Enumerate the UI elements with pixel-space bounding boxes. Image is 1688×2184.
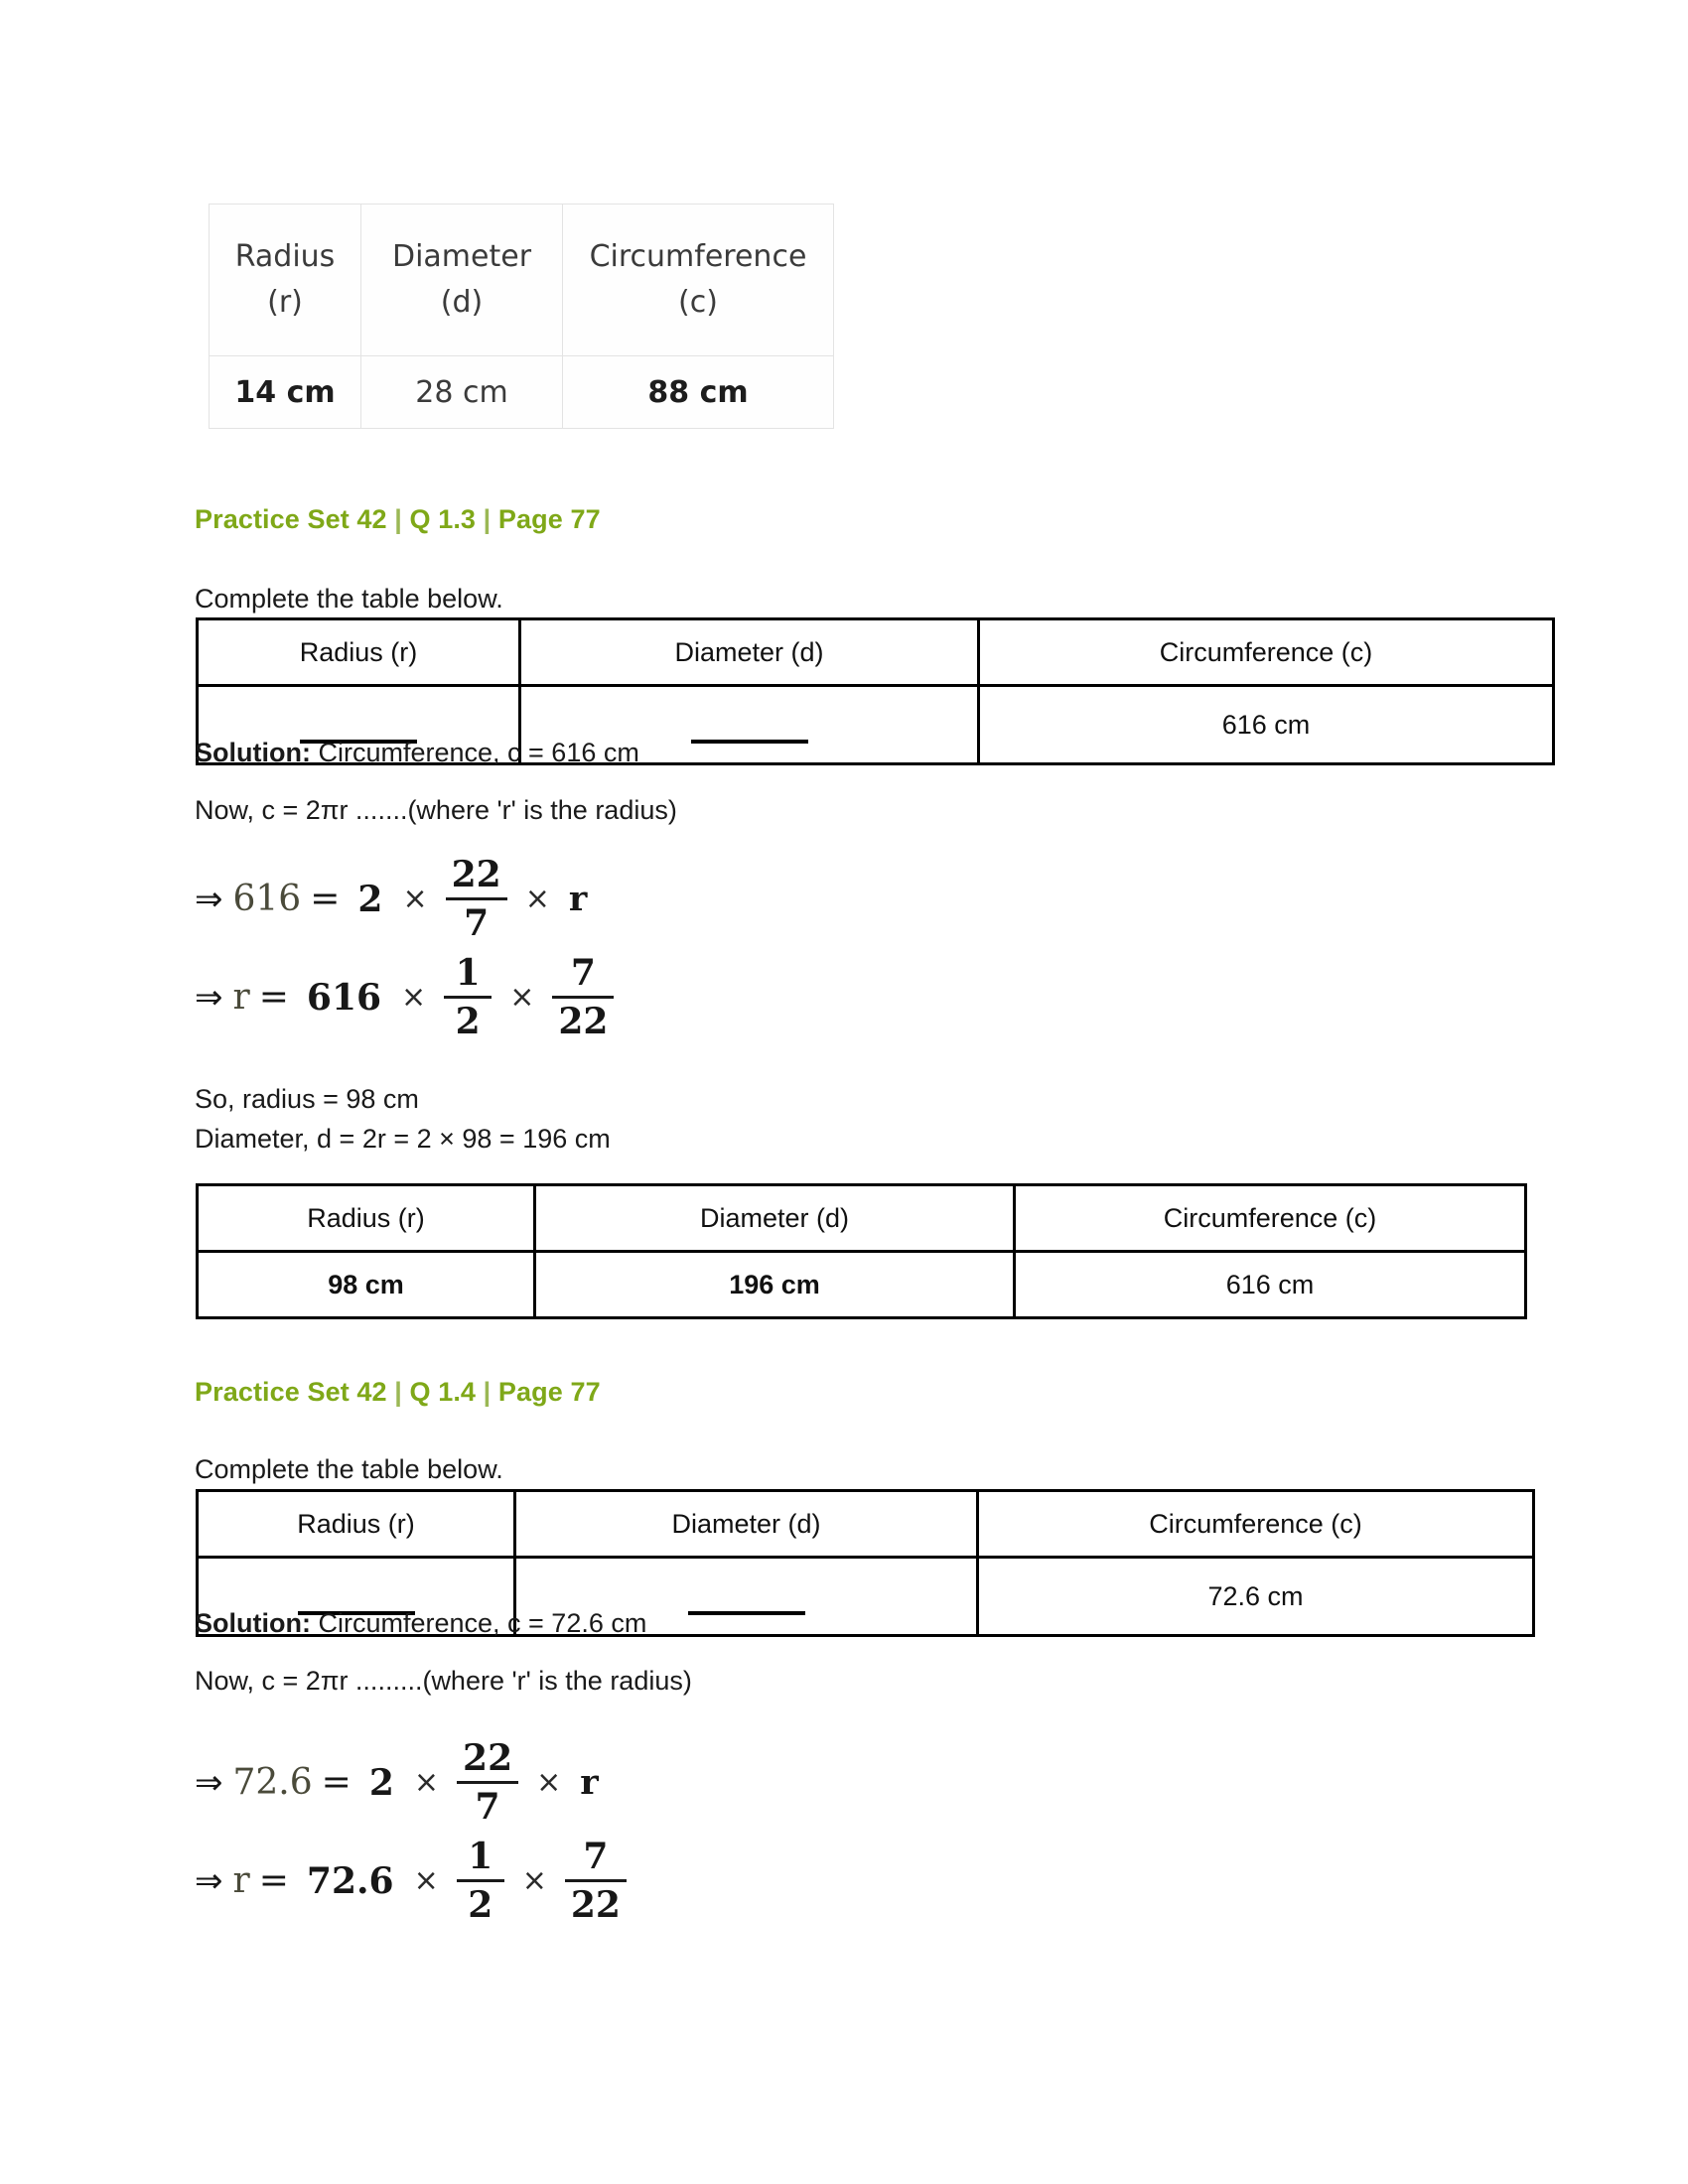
section-heading-q14-question: Q 1.4 (409, 1377, 477, 1407)
image-table-header-diameter-name: Diameter (391, 238, 532, 274)
question-table-q13-header-radius: Radius (r) (198, 619, 520, 686)
multiply-icon: × (402, 882, 428, 916)
question-table-q14-cell-circumference: 72.6 cm (978, 1558, 1534, 1636)
result-radius-q13: So, radius = 98 cm (195, 1084, 419, 1114)
answer-table-q13-header-diameter: Diameter (d) (535, 1185, 1015, 1252)
implies-arrow-icon: ⇒ (195, 1762, 223, 1803)
table-row (210, 356, 834, 429)
math-q13-l1-equals: = (310, 879, 341, 919)
math-block-q13 (195, 856, 621, 1040)
section-heading-q14-practice-set: Practice Set 42 (195, 1377, 387, 1407)
image-table-value-circumference: 88 cm (563, 356, 834, 429)
math-q13-l1-two: 2 (357, 878, 383, 920)
image-table-value-radius: 14 cm (210, 356, 361, 429)
implies-arrow-icon: ⇒ (195, 1860, 223, 1901)
fraction-bar (457, 1781, 518, 1784)
fraction-denominator: 22 (558, 1001, 609, 1042)
blank-answer-line (691, 740, 808, 744)
answer-table-q13-header-radius: Radius (r) (198, 1185, 535, 1252)
math-q14-l1-equals: = (321, 1762, 352, 1803)
heading-separator: | (483, 504, 492, 534)
table-row (198, 619, 1554, 686)
fraction-numerator: 22 (451, 854, 501, 895)
fraction-denominator: 2 (455, 1001, 481, 1042)
fraction-bar (565, 1879, 627, 1882)
section-heading-q13-question: Q 1.3 (409, 504, 477, 534)
image-table-header-circumference-name: Circumference (589, 238, 807, 274)
section-heading-q13-practice-set: Practice Set 42 (195, 504, 387, 534)
section-heading-q13-page: Page 77 (497, 504, 601, 534)
fraction-denominator: 22 (570, 1884, 621, 1926)
math-q13-l2-value: 616 (306, 976, 382, 1019)
section-heading-q14 (195, 1377, 601, 1408)
multiply-icon: × (509, 980, 535, 1015)
section-heading-q14-page: Page 77 (497, 1377, 601, 1407)
math-block-q14 (195, 1739, 633, 1924)
table-row (198, 1252, 1526, 1318)
fraction-denominator: 7 (464, 902, 490, 944)
implies-arrow-icon: ⇒ (195, 977, 223, 1018)
fraction-denominator: 7 (475, 1786, 500, 1828)
question-table-q14-header-circumference: Circumference (c) (978, 1491, 1534, 1558)
solution-label-q13: Solution: (195, 738, 311, 767)
answer-table-q13-cell-diameter: 196 cm (535, 1252, 1015, 1318)
image-table-value-diameter: 28 cm (361, 356, 563, 429)
section-heading-q13 (195, 504, 601, 535)
fraction-bar (457, 1879, 504, 1882)
math-q14-l2-fraction-1-2 (457, 1838, 504, 1924)
result-diameter-q13: Diameter, d = 2r = 2 × 98 = 196 cm (195, 1124, 611, 1154)
answer-table-q13-cell-circumference: 616 cm (1015, 1252, 1526, 1318)
math-q14-l1-r: r (580, 1762, 599, 1803)
math-q14-l2-lhs: r (232, 1860, 250, 1901)
table-row (210, 205, 834, 356)
math-q13-l1-r: r (568, 879, 588, 919)
question-table-q13-header-circumference: Circumference (c) (979, 619, 1554, 686)
image-table-header-circumference (563, 205, 834, 356)
math-line-1-q13 (195, 856, 621, 942)
solution-text-q13: Circumference, c = 616 cm (318, 738, 639, 767)
fraction-numerator: 7 (570, 952, 596, 994)
math-q13-l2-fraction-7-22 (552, 954, 614, 1040)
answer-table-q13-header-circumference: Circumference (c) (1015, 1185, 1526, 1252)
implies-arrow-icon: ⇒ (195, 879, 223, 919)
answer-table-q13 (196, 1183, 1527, 1319)
question-table-q13-cell-circumference: 616 cm (979, 686, 1554, 764)
fraction-bar (446, 897, 507, 900)
table-row (198, 1185, 1526, 1252)
image-table-header-radius-symbol: (r) (267, 285, 303, 320)
blank-answer-line (688, 1611, 805, 1615)
table-row (198, 1491, 1534, 1558)
formula-line-q14: Now, c = 2πr .........(where 'r' is the radius) (195, 1666, 692, 1696)
image-table-header-diameter-symbol: (d) (440, 285, 484, 320)
image-result-table (209, 204, 834, 429)
multiply-icon: × (413, 1765, 440, 1800)
math-q13-l1-lhs: 616 (232, 879, 302, 919)
math-q13-l1-fraction-22-7 (446, 856, 507, 942)
answer-table-q13-cell-radius: 98 cm (198, 1252, 535, 1318)
heading-separator: | (483, 1377, 492, 1407)
prompt-text-q14: Complete the table below. (195, 1454, 503, 1484)
math-line-2-q13 (195, 954, 621, 1040)
heading-separator: | (394, 504, 402, 534)
image-table-header-diameter (361, 205, 563, 356)
image-table-header-radius-name: Radius (234, 238, 336, 274)
formula-line-q13: Now, c = 2πr .......(where 'r' is the radius) (195, 795, 677, 825)
fraction-numerator: 7 (583, 1836, 609, 1877)
math-q14-l1-fraction-22-7 (457, 1739, 518, 1826)
fraction-numerator: 22 (463, 1737, 513, 1779)
prompt-text-q13: Complete the table below. (195, 584, 503, 614)
heading-separator: | (394, 1377, 402, 1407)
multiply-icon: × (524, 882, 550, 916)
math-q14-l2-fraction-7-22 (565, 1838, 627, 1924)
fraction-denominator: 2 (468, 1884, 493, 1926)
math-q14-l2-equals: = (258, 1860, 289, 1901)
fraction-numerator: 1 (468, 1836, 493, 1877)
image-table-header-circumference-symbol: (c) (678, 285, 718, 320)
solution-text-q14: Circumference, c = 72.6 cm (318, 1608, 647, 1638)
solution-line-q14 (195, 1605, 646, 1641)
question-table-q14-header-diameter: Diameter (d) (515, 1491, 978, 1558)
math-line-1-q14 (195, 1739, 633, 1826)
fraction-bar (444, 996, 492, 999)
math-q14-l1-lhs: 72.6 (232, 1762, 313, 1803)
fraction-bar (552, 996, 614, 999)
multiply-icon: × (413, 1863, 439, 1898)
fraction-numerator: 1 (455, 952, 481, 994)
multiply-icon: × (521, 1863, 547, 1898)
question-table-q13-header-diameter: Diameter (d) (520, 619, 979, 686)
math-q14-l1-two: 2 (368, 1761, 394, 1804)
multiply-icon: × (536, 1765, 562, 1800)
solution-line-q13 (195, 735, 639, 770)
question-table-q14-header-radius: Radius (r) (198, 1491, 515, 1558)
image-table-header-radius (210, 205, 361, 356)
multiply-icon: × (401, 980, 427, 1015)
math-line-2-q14 (195, 1838, 633, 1924)
math-q13-l2-lhs: r (232, 977, 250, 1018)
math-q14-l2-value: 72.6 (306, 1859, 394, 1902)
solution-label-q14: Solution: (195, 1608, 311, 1638)
math-q13-l2-equals: = (258, 977, 289, 1018)
math-q13-l2-fraction-1-2 (444, 954, 492, 1040)
